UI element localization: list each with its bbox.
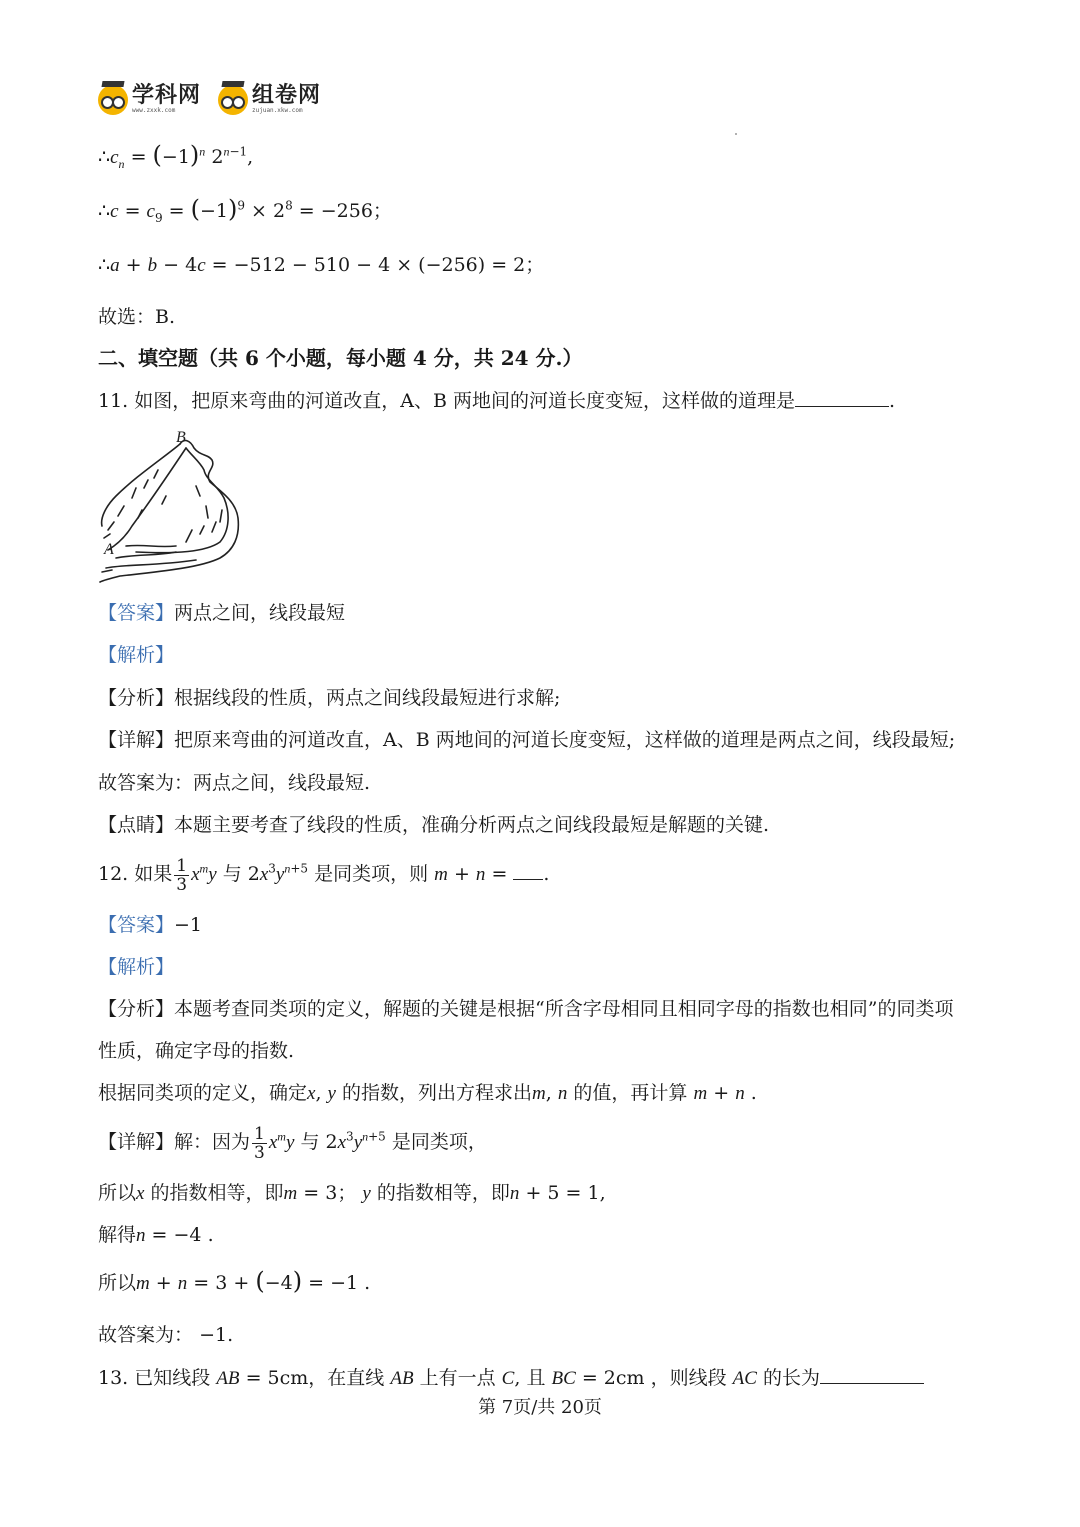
question-13-stem: 13. 已知线段 AB = 5cm，在直线 AB 上有一点 C, 且 BC = 2cm ，则线段 AC 的长为 <box>98 1365 924 1392</box>
q11-analysis: 【分析】根据线段的性质，两点之间线段最短进行求解; <box>98 687 561 709</box>
owl-logo-icon <box>218 85 248 115</box>
logo-zujuan-url: zujuan.xkw.com <box>252 107 303 114</box>
section-heading: 二、填空题（共 6 个小题，每小题 4 分，共 24 分.） <box>98 346 583 370</box>
q12-jiexi: 【解析】 <box>98 956 175 978</box>
logo-zxxk-url: www.zxxk.com <box>132 107 176 114</box>
math-line-cn: $\therefore c_n = (-1)^n$ $2^{n-1}$, <box>98 141 254 171</box>
q11-jiexi: 【解析】 <box>98 644 175 666</box>
q12-method: 根据同类项的定义，确定x, y 的指数，列出方程求出m, n 的值，再计算 m + n . <box>98 1082 757 1104</box>
q11-answer: 【答案】两点之间，线段最短 <box>98 602 346 624</box>
q12-answer: 【答案】−1 <box>98 914 203 936</box>
logo-zujuan <box>218 82 321 118</box>
logo-zujuan-text: 组卷网 <box>252 83 322 108</box>
question-12-stem: 12. 如果 $\frac{1}{3}$ $x^my$ 与 $2x^3y^{n+5}$ 是同类项，则 m + n = . <box>98 855 550 895</box>
q12-analysis-1: 【分析】本题考查同类项的定义，解题的关键是根据“所含字母相同且相同字母的指数也相同”的同类项 <box>98 998 954 1020</box>
q12-step2: 解得n = −4 . <box>98 1224 214 1246</box>
q12-step1: 所以x 的指数相等，即m = 3； y 的指数相等，即n + 5 = 1, <box>98 1182 606 1204</box>
river-figure <box>96 426 246 586</box>
q12-step3: 所以m + n = 3 + (−4) = −1 . <box>98 1267 371 1295</box>
question-11-stem: 11. 如图，把原来弯曲的河道改直，A、B 两地间的河道长度变短，这样做的道理是 . <box>98 390 896 412</box>
point-label-a: A <box>104 541 114 558</box>
logo-zxxk-text: 学科网 <box>132 83 202 108</box>
q12-final: 故答案为： −1. <box>98 1324 234 1346</box>
q11-detail: 【详解】把原来弯曲的河道改直，A、B 两地间的河道长度变短，这样做的道理是两点之间，线段最短; <box>98 729 956 751</box>
logo-zxxk <box>98 82 201 118</box>
page-footer: 第 7页/共 20页 <box>478 1397 602 1418</box>
prev-final-answer: 故选：B. <box>98 306 176 328</box>
q12-analysis-2: 性质，确定字母的指数. <box>98 1040 295 1062</box>
q11-final: 故答案为：两点之间，线段最短. <box>98 772 371 794</box>
math-line-sum: ∴a + b − 4c = −512 − 510 − 4 × (−256) = 2； <box>98 254 545 276</box>
answer-blank <box>795 388 889 407</box>
q11-comment: 【点睛】本题主要考查了线段的性质，准确分析两点之间线段最短是解题的关键. <box>98 814 770 836</box>
q12-detail: 【详解】解：因为 $\frac{1}{3}$ $x^my$ 与 $2x^3y^{n+5}$ 是同类项， <box>98 1123 487 1163</box>
speck <box>735 133 737 135</box>
answer-blank <box>820 1365 924 1384</box>
owl-logo-icon <box>98 85 128 115</box>
point-label-b: B <box>176 429 186 446</box>
math-line-c: ∴c = $c_9 = (-1)^9 \times 2^8 = -256$； <box>98 195 392 225</box>
answer-blank <box>513 861 543 880</box>
